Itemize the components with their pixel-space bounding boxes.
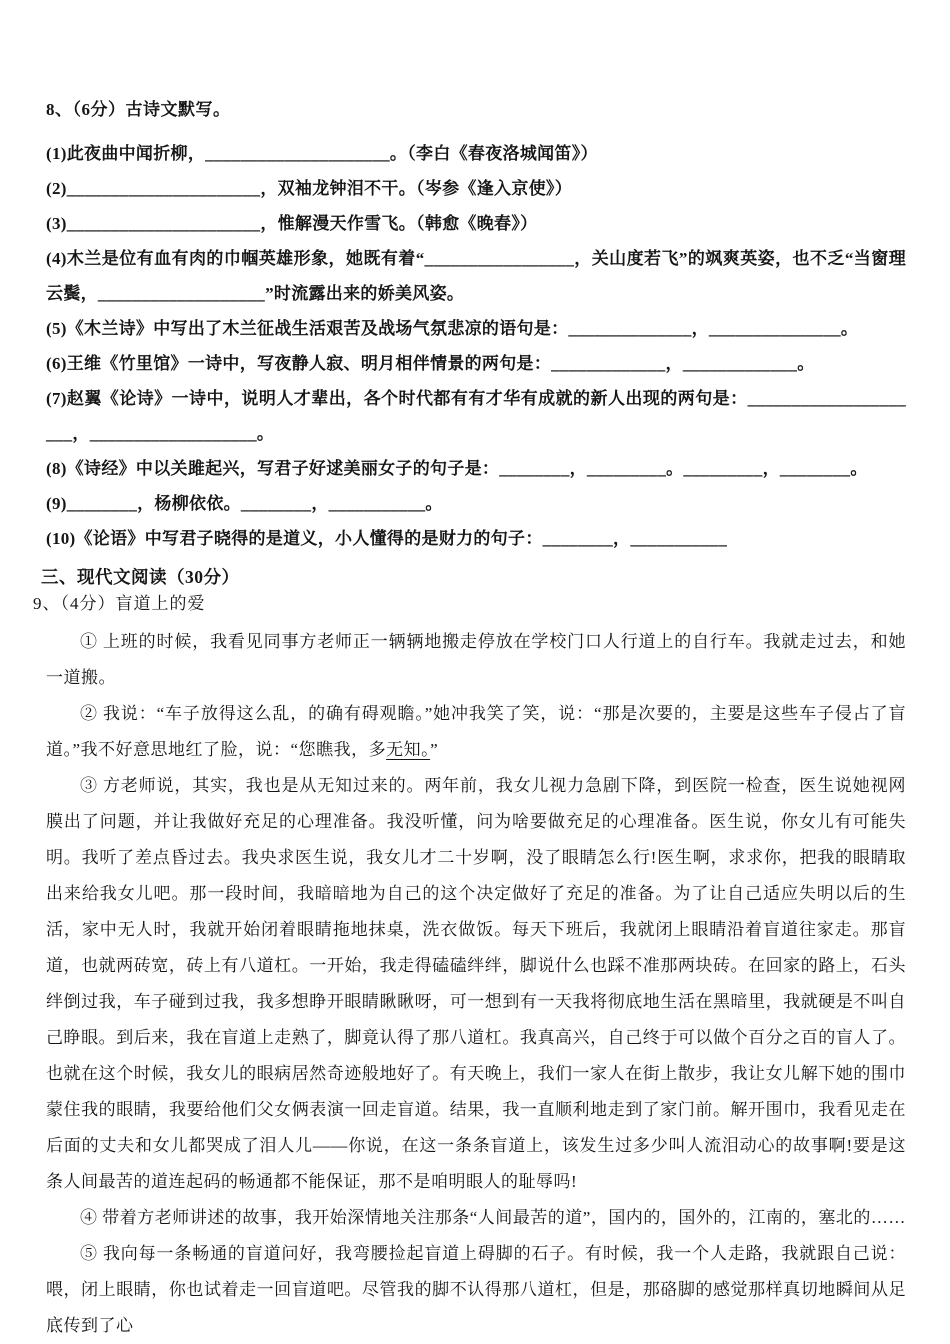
question-8-header: 8、（6分）古诗文默写。 bbox=[46, 100, 231, 119]
reading-passage bbox=[46, 624, 906, 1344]
passage-paragraph-1: ① 上班的时候，我看见同事方老师正一辆辆地搬走停放在学校门口人行道上的自行车。我就走过去，和她一道搬。 bbox=[46, 632, 906, 687]
passage-paragraph-5: ⑤ 我向每一条畅通的盲道问好，我弯腰捡起盲道上碍脚的石子。有时候，我一个人走路，我就跟自己说：喂，闭上眼睛，你也试着走一回盲道吧。尽管我的脚不认得那八道杠，但是，那硌脚的感觉那样真切地瞬间从足底传到了心 bbox=[46, 1244, 906, 1335]
passage-paragraph-2 bbox=[46, 696, 906, 768]
passage-paragraph-4: ④ 带着方老师讲述的故事，我开始深情地关注那条“人间最苦的道”，国内的，国外的，江南的，塞北的…… bbox=[80, 1208, 906, 1227]
q8-item-6: (6)王维《竹里馆》一诗中，写夜静人寂、明月相伴情景的两句是：_____________，_____________。 bbox=[46, 354, 815, 373]
question-8-items bbox=[46, 136, 906, 556]
q8-item-10: (10)《论语》中写君子晓得的是道义，小人懂得的是财力的句子：________，___________ bbox=[46, 529, 728, 548]
passage-paragraph-3: ③ 方老师说，其实，我也是从无知过来的。两年前，我女儿视力急剧下降，到医院一检查，医生说她视网膜出了问题，并让我做好充足的心理准备。我没听懂，问为啥要做充足的心理准备。医生说，你女儿有可能失明。我听了差点昏过去。我央求医生说，我女儿才二十岁啊，没了眼睛怎么行!医生啊，求求你，把我的眼睛取出来给我女儿吧。那一段时间，我暗暗地为自己的这个决定做好了充足的准备。为了让自己适应失明以后的生活，家中无人时，我就开始闭着眼睛拖地抹桌，洗衣做饭。每天下班后，我就闭上眼睛沿着盲道往家走。那盲道，也就两砖宽，砖上有八道杠。一开始，我走得磕磕绊绊，脚说什么也踩不准那两块砖。在回家的路上，石头绊倒过我，车子碰到过我，我多想睁开眼睛瞅瞅呀，可一想到有一天我将彻底地生活在黑暗里，我就硬是不叫自己睁眼。到后来，我在盲道上走熟了，脚竟认得了那八道杠。我真高兴，自己终于可以做个百分之百的盲人了。也就在这个时候，我女儿的眼病居然奇迹般地好了。有天晚上，我们一家人在街上散步，我让女儿解下她的围巾蒙住我的眼睛，我要给他们父女俩表演一回走盲道。结果，我一直顺利地走到了家门前。解开围巾，我看见走在后面的丈夫和女儿都哭成了泪人儿——你说，在这一条条盲道上，该发生过多少叫人流泪动心的故事啊!要是这条人间最苦的道连起码的畅通都不能保证，那不是咱明眼人的耻辱吗! bbox=[46, 776, 906, 1191]
q8-item-1: (1)此夜曲中闻折柳，_____________________。（李白《春夜洛城闻笛》） bbox=[46, 144, 598, 163]
section-3-header: 三、现代文阅读（30分） bbox=[41, 567, 240, 587]
q8-item-3: (3)______________________，惟解漫天作雪飞。（韩愈《晚春》） bbox=[46, 214, 538, 233]
q8-item-5: (5)《木兰诗》中写出了木兰征战生活艰苦及战场气氛悲凉的语句是：______________，_______________。 bbox=[46, 319, 859, 338]
question-9-header: 9、（4分）盲道上的爱 bbox=[33, 594, 206, 613]
paragraph-2-text-before: ② 我说：“车子放得这么乱，的确有碍观瞻。”她冲我笑了笑，说：“那是次要的，主要是这些车子侵占了盲道。”我不好意思地红了脸，说：“您瞧我，多 bbox=[46, 704, 906, 759]
q8-item-7: (7)赵翼《论诗》一诗中，说明人才辈出，各个时代都有有才华有成就的新人出现的两句是：_____________________，___________________。 bbox=[46, 389, 906, 443]
paragraph-2-text-after: ” bbox=[430, 740, 439, 759]
q8-item-9: (9)________，杨柳依依。________，___________。 bbox=[46, 494, 443, 513]
q8-item-8: (8)《诗经》中以关雎起兴，写君子好逑美丽女子的句子是：________，_________。_________，________。 bbox=[46, 459, 868, 478]
q8-item-4: (4)木兰是位有血有肉的巾帼英雄形象，她既有着“_________________，关山度若飞”的飒爽英姿，也不乏“当窗理云鬓，___________________”时流露出来的娇美风姿。 bbox=[46, 249, 906, 303]
underlined-term: 无知。 bbox=[386, 740, 431, 759]
q8-item-2: (2)______________________，双袖龙钟泪不干。（岑参《逢入京使》） bbox=[46, 179, 573, 198]
